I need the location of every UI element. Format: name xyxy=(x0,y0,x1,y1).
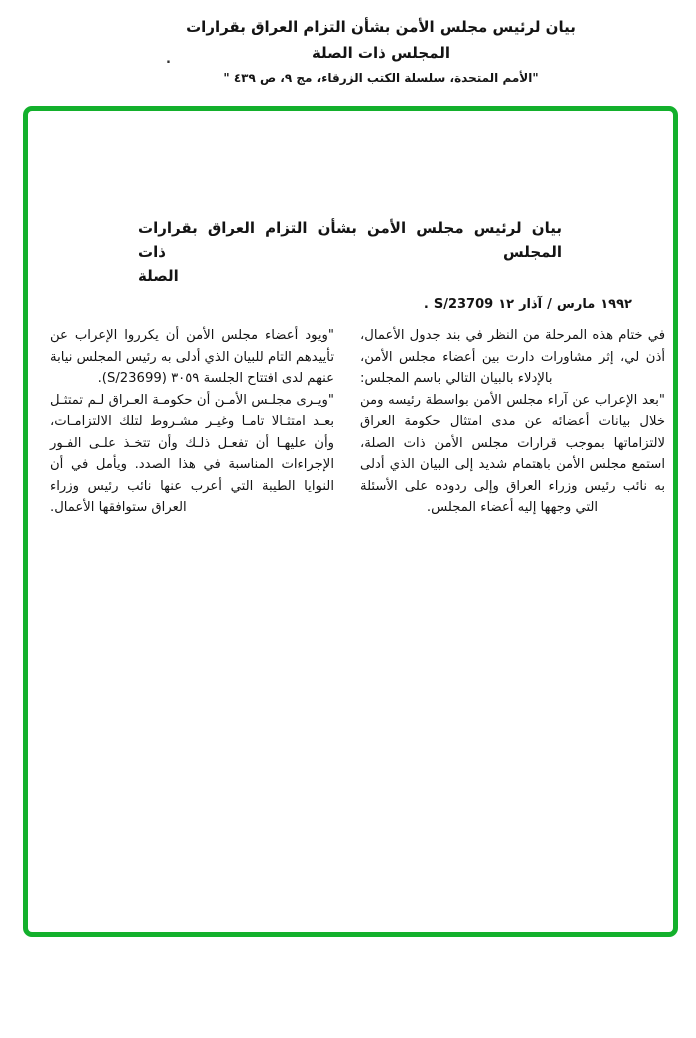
reference-date-month: مارس xyxy=(556,297,596,312)
paragraph: "ويود أعضاء مجلس الأمن أن يكرروا الإعراب عن تأييدهم التام للبيان الذي أدلى به رئيس المجلس نيابة عنهم لدى افتتاح الجلسة ٣٠٥٩ (S/23699). xyxy=(50,328,334,386)
two-column-text xyxy=(49,325,665,519)
paragraph: "ويـرى مجلـس الأمـن أن حكومـة العـراق لـم تمتثـل بعـد امتثـالا تامـا وغيـر مشـروط لتلك الالتزامـات، وأن عليهـا أن تفعـل ذلـك وأن تتخـذ علـى الفـور الإجراءات المناسبة في هذا الصدد. ويأمل في أن النوايا الطيبة التي أعرب عنها نائب رئيس وزراء العراق ستوافقها الأعمال. xyxy=(50,392,334,515)
reference-date-month-arabic: آذار xyxy=(519,297,543,312)
column-left xyxy=(50,325,334,519)
reference-symbol: S/23709 xyxy=(433,297,494,312)
document-title-line1: بيان لرئيس مجلس الأمن بشأن التزام العراق بقرارات المجلس ذات xyxy=(138,219,562,261)
caption-title-line2: المجلس ذات الصلة xyxy=(311,44,451,62)
stray-dot-mark: . xyxy=(166,52,171,67)
document-title xyxy=(138,216,562,288)
paragraph: "بعد الإعراب عن آراء مجلس الأمن بواسطة رئيسه ومن خلال بيانات أعضائه عن مدى امتثال حكومة العراق لالتزاماتها بموجب قرارات مجلس الأمن ذات الصلة، استمع مجلس الأمن باهتمام شديد إلى البيان الذي أدلى به نائب رئيس وزراء العراق وإلى ردوده على الأسئلة التي وجهها إليه أعضاء المجلس. xyxy=(360,392,665,515)
paragraph: في ختام هذه المرحلة من النظر في بند جدول الأعمال، أذن لي، إثر مشاورات دارت بين أعضاء مجلس الأمن، بالإدلاء بالبيان التالي باسم المجلس: xyxy=(360,328,665,386)
document-title-line2: الصلة xyxy=(138,267,179,285)
reference-date-day: ١٢ xyxy=(498,297,515,312)
document-page xyxy=(28,111,673,932)
reference-date-year: ١٩٩٢ xyxy=(600,297,632,312)
reference-period: . xyxy=(423,297,429,312)
caption-source-line: "الأمم المتحدة، سلسلة الكتب الزرقاء، مج ٩، ص ٤٣٩ " xyxy=(223,71,539,85)
top-caption xyxy=(0,14,696,89)
highlight-border-box xyxy=(23,106,678,937)
column-right xyxy=(360,325,665,519)
caption-title-line1: بيان لرئيس مجلس الأمن بشأن التزام العراق بقرارات xyxy=(186,18,576,36)
reference-date-slash: / xyxy=(547,297,552,312)
document-reference-line xyxy=(28,297,632,312)
